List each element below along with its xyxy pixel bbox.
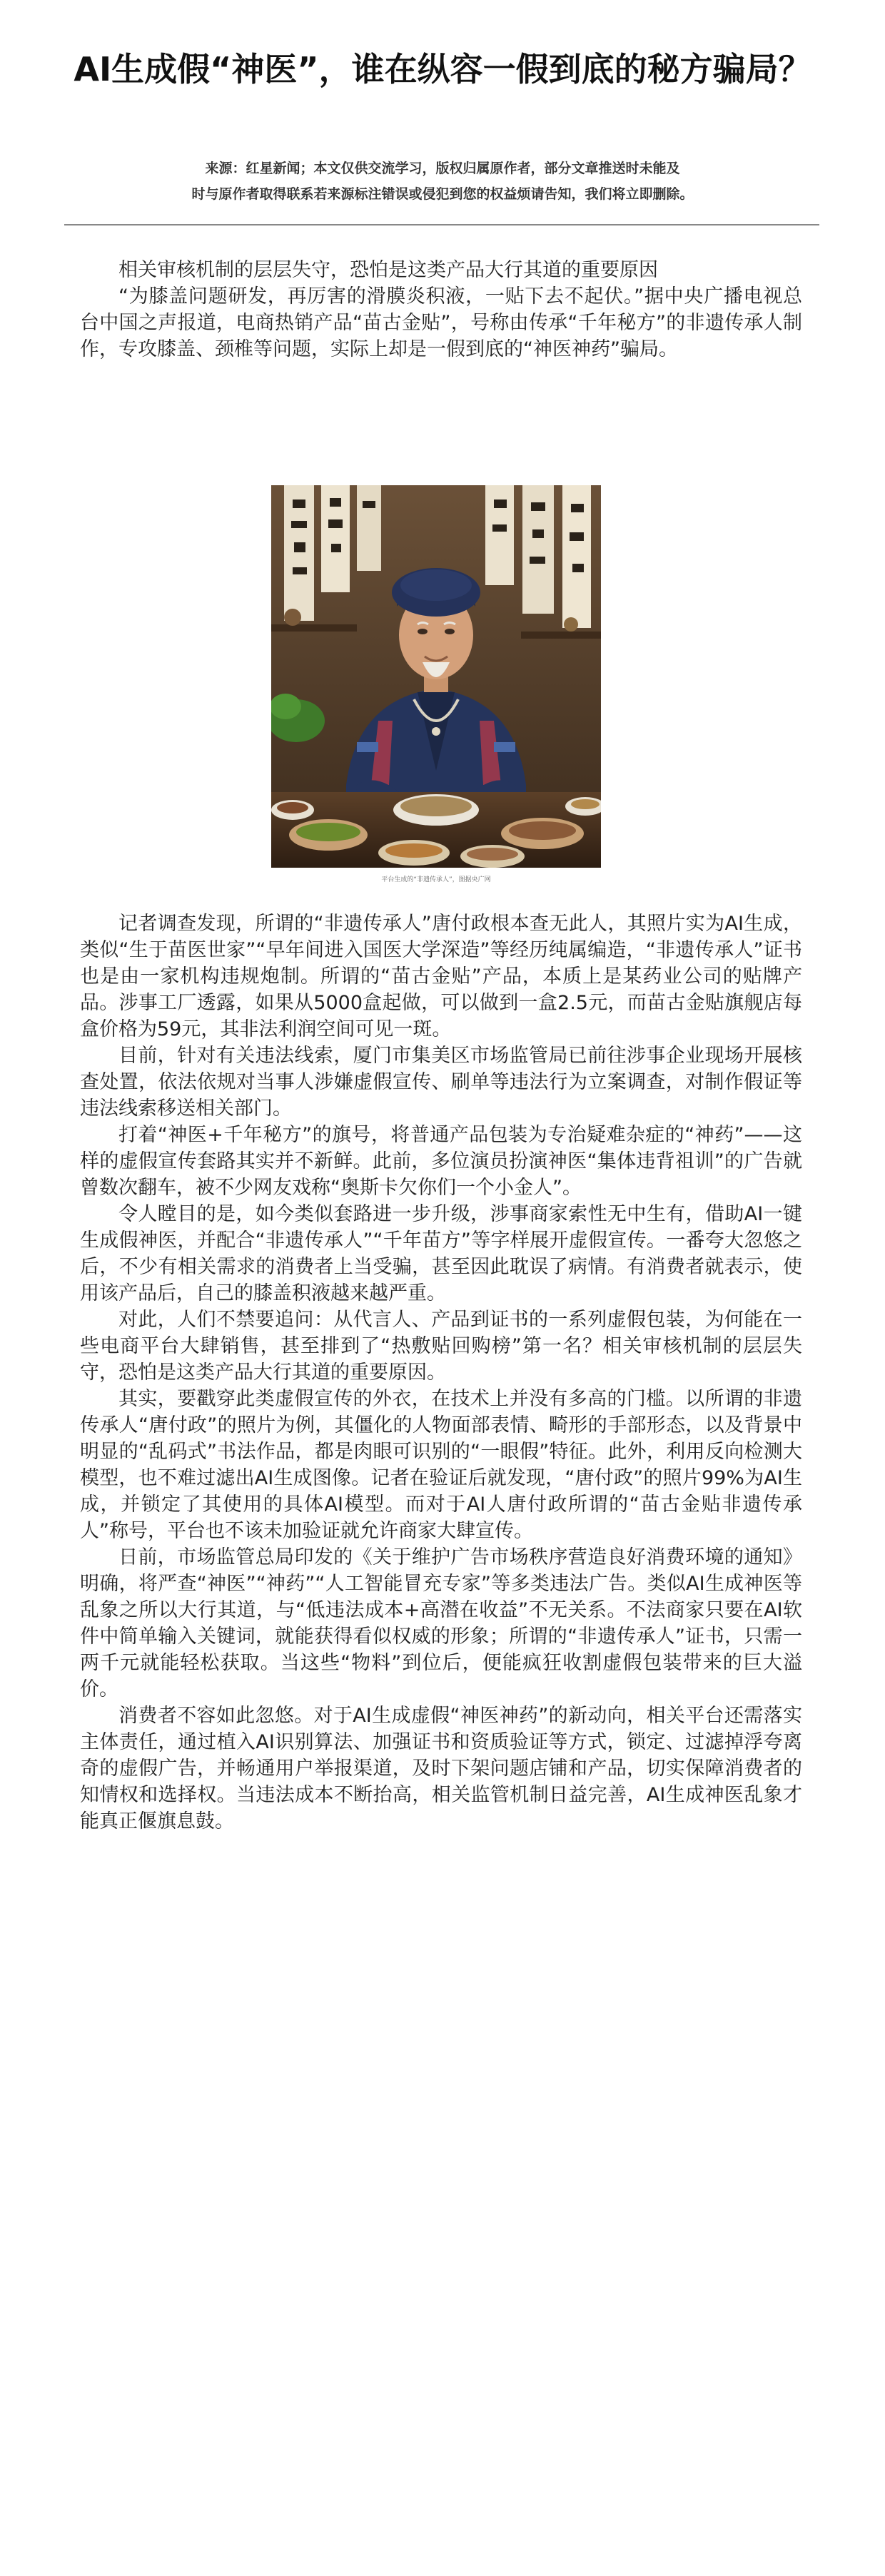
image-caption: 平台生成的“非遗传承人”，图据央广网	[381, 876, 491, 883]
lead-section	[80, 257, 802, 362]
body-paragraph-3: 打着“神医+千年秘方”的旗号，将普通产品包装为专治疑难杂症的“神药”——这样的虚假宣传套路其实并不新鲜。此前，多位演员扮演神医“集体违背祖训”的广告就曾数次翻车，被不少网友戏称“奥斯卡欠你们一个小金人”。	[80, 1124, 802, 1199]
title-divider	[64, 224, 819, 225]
body-paragraph-2: 目前，针对有关违法线索，厦门市集美区市场监管局已前往涉事企业现场开展核查处置，依法依规对当事人涉嫌虚假宣传、刷单等违法行为立案调查，对制作假证等违法线索移送相关部门。	[80, 1045, 802, 1120]
body-paragraph-1: 记者调查发现，所谓的“非遗传承人”唐付政根本查无此人，其照片实为AI生成，类似“生于苗医世家”“早年间进入国医大学深造”等经历纯属编造，“非遗传承人”证书也是由一家机构违规炮制。所谓的“苗古金贴”产品，本质上是某药业公司的贴牌产品。涉事工厂透露，如果从5000盒起做，可以做到一盒2.5元，而苗古金贴旗舰店每盒价格为59元，其非法利润空间可见一斑。	[80, 913, 802, 1040]
body-paragraph-6: 其实，要戳穿此类虚假宣传的外衣，在技术上并没有多高的门槛。以所谓的非遗传承人“唐付政”的照片为例，其僵化的人物面部表情、畸形的手部形态，以及背景中明显的“乱码式”书法作品，都是肉眼可识别的“一眼假”特征。此外，利用反向检测大模型，也不难过滤出AI生成图像。记者在验证后就发现，“唐付政”的照片99%为AI生成，并锁定了其使用的具体AI模型。而对于AI人唐付政所谓的“苗古金贴非遗传承人”称号，平台也不该未加验证就允许商家大肆宣传。	[80, 1388, 802, 1542]
body-paragraph-4: 令人瞠目的是，如今类似套路进一步升级，涉事商家索性无中生有，借助AI一键生成假神医，并配合“非遗传承人”“千年苗方”等字样展开虚假宣传。一番夸大忽悠之后，不少有相关需求的消费者上当受骗，甚至因此耽误了病情。有消费者就表示，使用该产品后，自己的膝盖积液越来越严重。	[80, 1203, 802, 1304]
lead-paragraph-1: 相关审核机制的层层失守，恐怕是这类产品大行其道的重要原因	[118, 259, 658, 281]
source-line-2: 时与原作者取得联系若来源标注错误或侵犯到您的权益烦请告知，我们将立即删除。	[191, 186, 694, 202]
body-paragraph-7: 日前，市场监管总局印发的《关于维护广告市场秩序营造良好消费环境的通知》明确，将严查“神医”“神药”“人工智能冒充专家”等多类违法广告。类似AI生成神医等乱象之所以大行其道，与“低违法成本+高潜在收益”不无关系。不法商家只要在AI软件中简单输入关键词，就能获得看似权威的形象；所谓的“非遗传承人”证书，只需一两千元就能轻松获取。当这些“物料”到位后，便能疯狂收割虚假包装带来的巨大溢价。	[80, 1546, 802, 1700]
body-section	[80, 911, 802, 1835]
article-title: AI生成假“神医”，谁在纵容一假到底的秘方骗局？	[74, 50, 811, 88]
body-paragraph-8: 消费者不容如此忽悠。对于AI生成虚假“神医神药”的新动向，相关平台还需落实主体责任，通过植入AI识别算法、加强证书和资质验证等方式，锁定、过滤掉浮夸离奇的虚假广告，并畅通用户举报渠道，及时下架问题店铺和产品，切实保障消费者的知情权和选择权。当违法成本不断抬高，相关监管机制日益完善，AI生成神医乱象才能真正偃旗息鼓。	[80, 1705, 802, 1832]
body-paragraph-5: 对此，人们不禁要追问：从代言人、产品到证书的一系列虚假包装，为何能在一些电商平台大肆销售，甚至排到了“热敷贴回购榜”第一名？相关审核机制的层层失守，恐怕是这类产品大行其道的重要原因。	[80, 1309, 802, 1384]
ai-doctor-illustration	[271, 485, 601, 868]
article-photo	[271, 485, 601, 868]
source-line-1: 来源：红星新闻；本文仅供交流学习，版权归属原作者，部分文章推送时未能及	[205, 161, 680, 176]
source-note	[57, 156, 828, 207]
lead-paragraph-2: “为膝盖问题研发，再厉害的滑膜炎积液，一贴下去不起伏。”据中央广播电视总台中国之声报道，电商热销产品“苗古金贴”，号称由传承“千年秘方”的非遗传承人制作，专攻膝盖、颈椎等问题，实际上却是一假到底的“神医神药”骗局。	[80, 285, 802, 360]
